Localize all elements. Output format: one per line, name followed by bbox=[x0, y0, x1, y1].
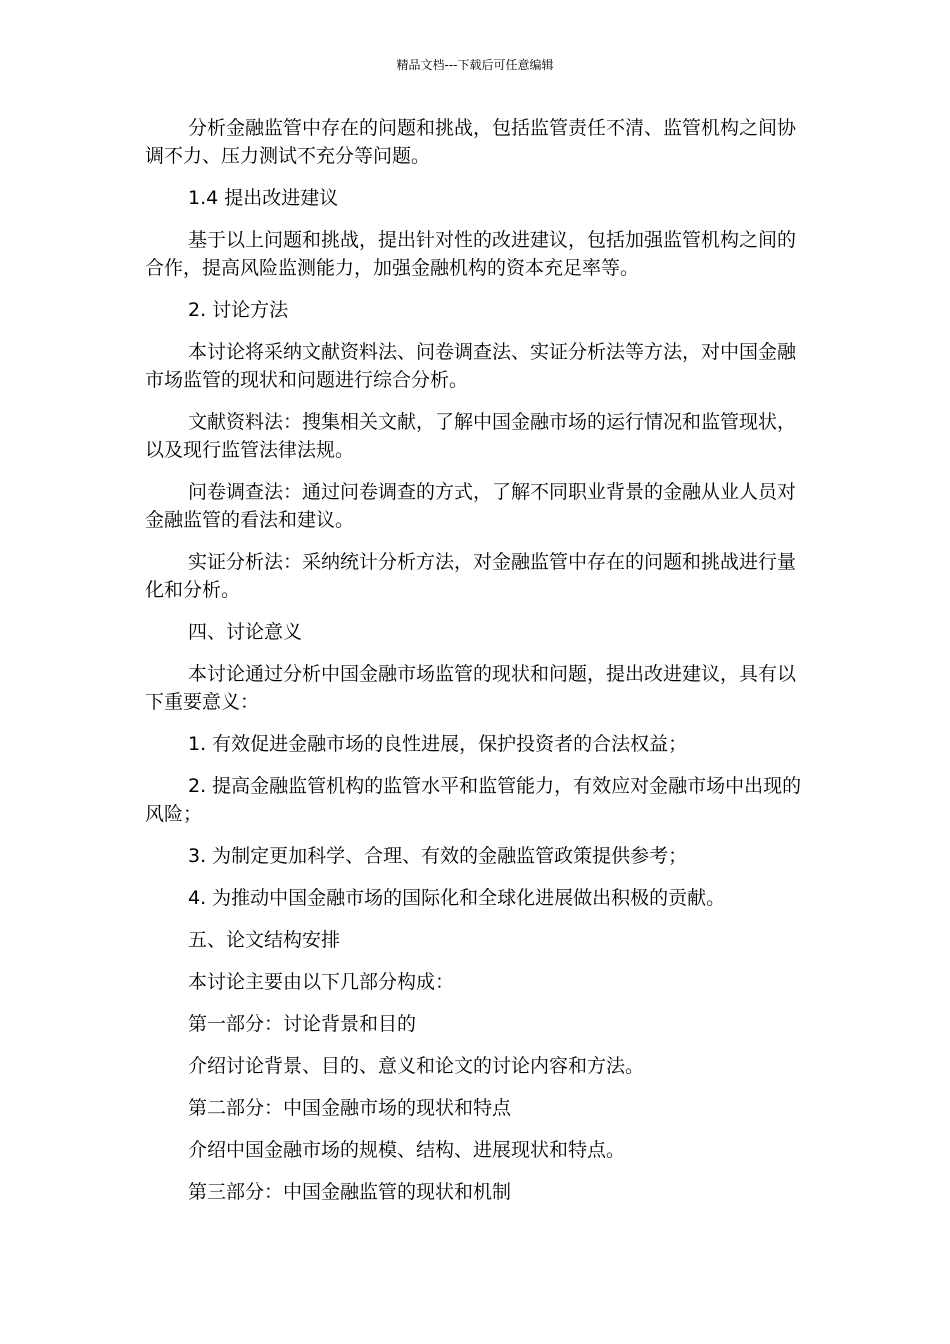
section-heading: 五、论文结构安排 bbox=[188, 929, 341, 951]
list-item: 2. 提高金融监管机构的监管水平和监管能力，有效应对金融市场中出现的风险； bbox=[145, 775, 802, 825]
part-heading: 第三部分：中国金融监管的现状和机制 bbox=[188, 1181, 512, 1203]
document-body bbox=[145, 114, 805, 1220]
paragraph: 本讨论通过分析中国金融市场监管的现状和问题，提出改进建议，具有以下重要意义： bbox=[145, 663, 797, 713]
section-heading: 四、讨论意义 bbox=[188, 621, 303, 643]
list-item: 1. 有效促进金融市场的良性进展，保护投资者的合法权益； bbox=[188, 733, 688, 755]
paragraph: 实证分析法：采纳统计分析方法，对金融监管中存在的问题和挑战进行量化和分析。 bbox=[145, 551, 797, 601]
paragraph: 分析金融监管中存在的问题和挑战，包括监管责任不清、监管机构之间协调不力、压力测试不充分等问题。 bbox=[145, 117, 797, 167]
part-heading: 第二部分：中国金融市场的现状和特点 bbox=[188, 1097, 512, 1119]
list-item: 4. 为推动中国金融市场的国际化和全球化进展做出积极的贡献。 bbox=[188, 887, 726, 909]
paragraph: 本讨论主要由以下几部分构成： bbox=[188, 971, 455, 993]
list-item: 3. 为制定更加科学、合理、有效的金融监管政策提供参考； bbox=[188, 845, 688, 867]
section-heading: 2. 讨论方法 bbox=[188, 299, 289, 321]
paragraph: 本讨论将采纳文献资料法、问卷调查法、实证分析法等方法，对中国金融市场监管的现状和问题进行综合分析。 bbox=[145, 341, 797, 391]
paragraph: 问卷调查法：通过问卷调查的方式，了解不同职业背景的金融从业人员对金融监管的看法和建议。 bbox=[145, 481, 797, 531]
paragraph: 介绍中国金融市场的规模、结构、进展现状和特点。 bbox=[188, 1139, 626, 1161]
section-heading: 1.4 提出改进建议 bbox=[188, 187, 339, 209]
page-header: 精品文档---下载后可任意编辑 bbox=[396, 58, 554, 72]
part-heading: 第一部分：讨论背景和目的 bbox=[188, 1013, 417, 1035]
paragraph: 基于以上问题和挑战，提出针对性的改进建议，包括加强监管机构之间的合作，提高风险监测能力，加强金融机构的资本充足率等。 bbox=[145, 229, 797, 279]
paragraph: 介绍讨论背景、目的、意义和论文的讨论内容和方法。 bbox=[188, 1055, 645, 1077]
paragraph: 文献资料法：搜集相关文献，了解中国金融市场的运行情况和监管现状，以及现行监管法律法规。 bbox=[145, 411, 797, 461]
